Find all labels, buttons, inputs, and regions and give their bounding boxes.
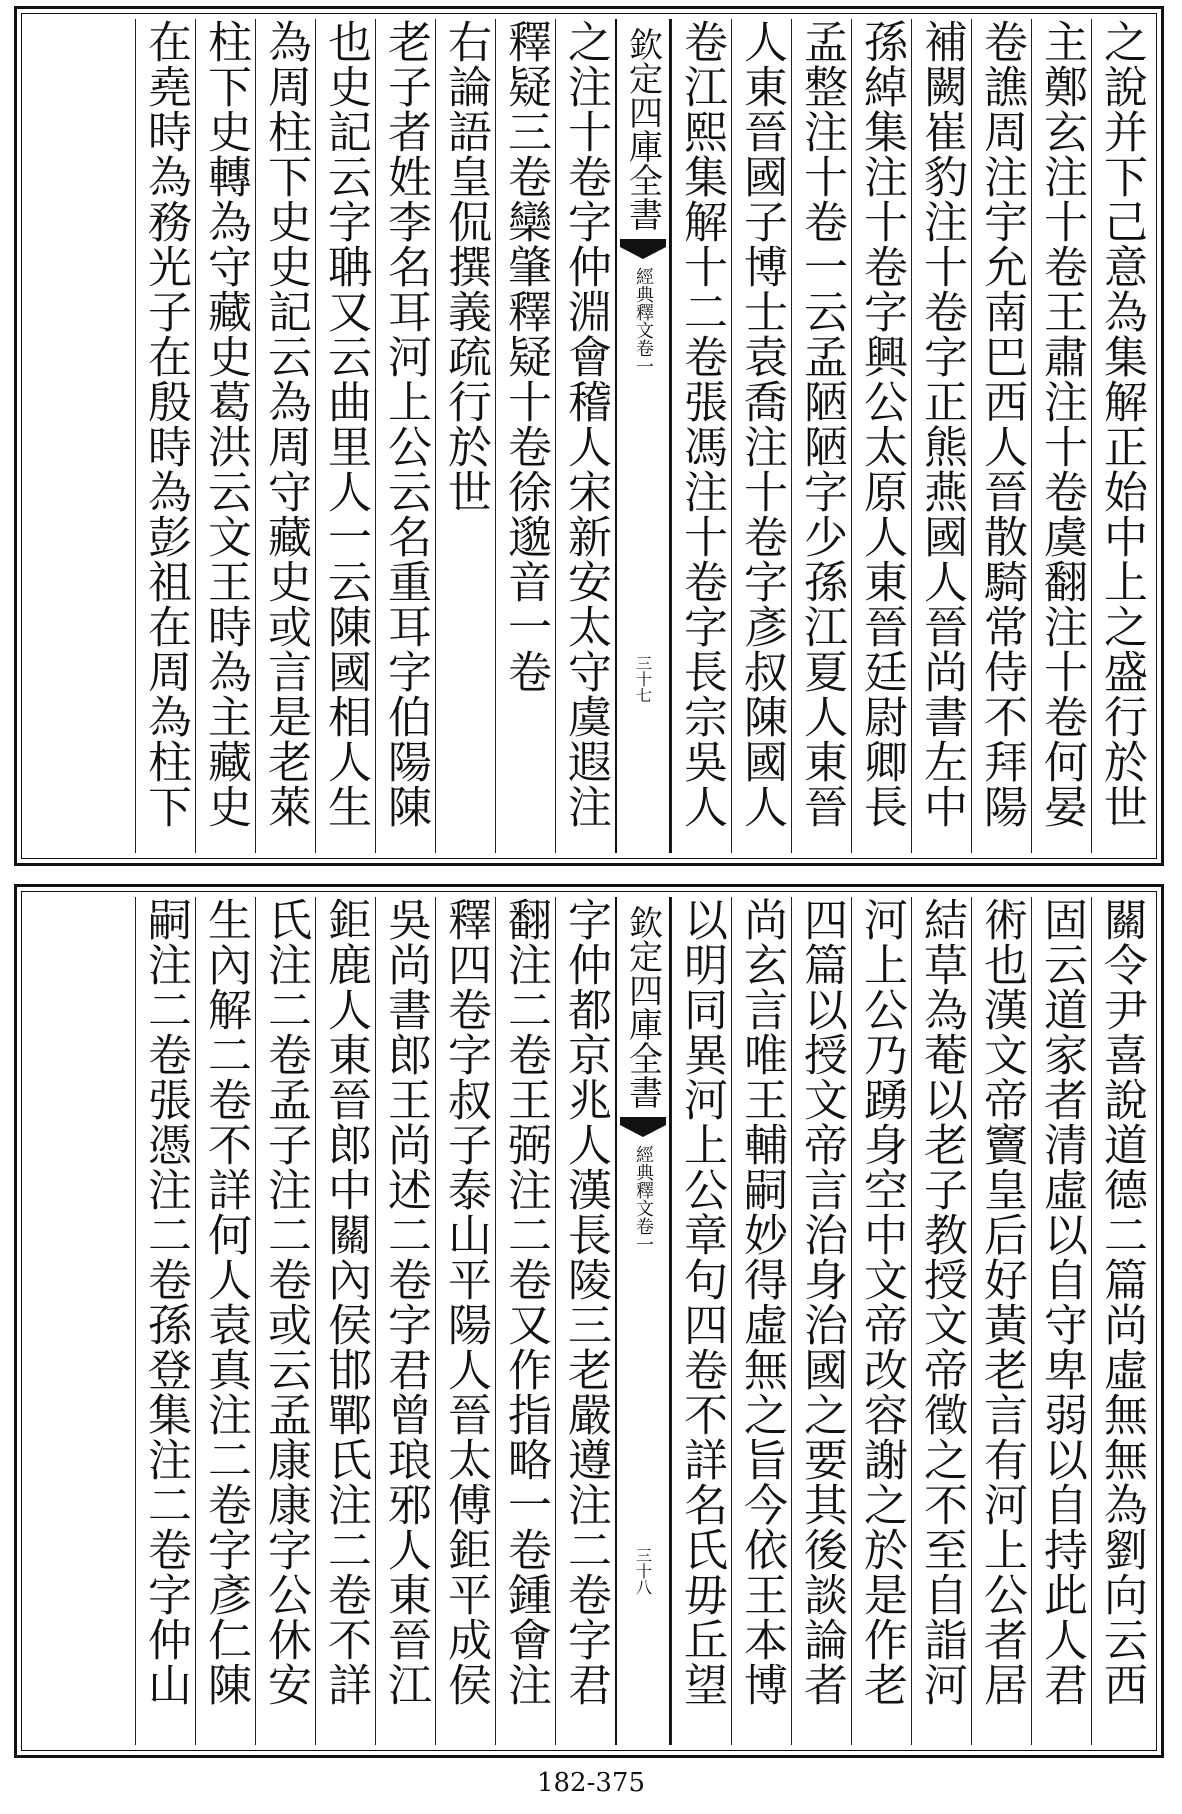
text-column: 釋疑三卷欒肇釋疑十卷徐邈音一卷 bbox=[495, 19, 555, 853]
text-column: 結草為菴以老子教授文帝徵之不至自詣河 bbox=[911, 897, 971, 1745]
text-column: 翻注二卷王弼注二卷又作指略一卷鍾會注 bbox=[495, 897, 555, 1745]
text-column: 之注十卷字仲淵會稽人宋新安太守虞遐注 bbox=[555, 19, 615, 853]
text-column: 在堯時為務光子在殷時為彭祖在周為柱下 bbox=[135, 19, 195, 853]
text-column: 柱下史轉為守藏史葛洪云文王時為主藏史 bbox=[195, 19, 255, 853]
top-columns bbox=[27, 19, 1151, 853]
top-page-panel bbox=[14, 6, 1164, 866]
text-column: 孫綽集注十卷字興公太原人東晉廷尉卿長 bbox=[851, 19, 911, 853]
text-column: 為周柱下史史記云為周守藏史或言是老萊 bbox=[255, 19, 315, 853]
text-column: 鉅鹿人東晉郎中關內侯邯鄲氏注二卷不詳 bbox=[315, 897, 375, 1745]
text-column: 關令尹喜說道德二篇尚虛無無為劉向云西 bbox=[1091, 897, 1151, 1745]
center-margin bbox=[615, 19, 671, 853]
fish-tail-icon bbox=[620, 239, 666, 261]
bottom-columns bbox=[27, 897, 1151, 1745]
text-column: 卷江熙集解十二卷張馮注十卷字長宗吳人 bbox=[671, 19, 731, 853]
juan-number: 卷一 bbox=[633, 1217, 654, 1253]
text-column: 補闕崔豹注十卷字正熊燕國人晉尚書左中 bbox=[911, 19, 971, 853]
text-column: 主鄭玄注十卷王肅注十卷虞翻注十卷何晏 bbox=[1031, 19, 1091, 853]
book-title: 欽定四庫全書 bbox=[622, 27, 663, 231]
text-column: 河上公乃踴身空中文帝改容謝之於是作老 bbox=[851, 897, 911, 1745]
text-column: 尚玄言唯王輔嗣妙得虛無之旨今依王本博 bbox=[731, 897, 791, 1745]
text-column: 固云道家者清虛以自守卑弱以自持此人君 bbox=[1031, 897, 1091, 1745]
text-column: 孟整注十卷一云孟陋陋字少孫江夏人東晉 bbox=[791, 19, 851, 853]
juan-number: 卷一 bbox=[633, 339, 654, 375]
text-column: 術也漢文帝竇皇后好黃老言有河上公者居 bbox=[971, 897, 1031, 1745]
text-column: 也史記云字聃又云曲里人一云陳國相人生 bbox=[315, 19, 375, 853]
text-column: 吳尚書郎王尚述二卷字君曾琅邪人東晉江 bbox=[375, 897, 435, 1745]
text-column: 四篇以授文帝言治身治國之要其後談論者 bbox=[791, 897, 851, 1745]
text-column: 氏注二卷孟子注二卷或云孟康康字公休安 bbox=[255, 897, 315, 1745]
volume-title: 經典釋文 bbox=[633, 1145, 654, 1217]
leaf-number: 三十七 bbox=[633, 655, 653, 703]
center-margin bbox=[615, 897, 671, 1745]
text-column: 嗣注二卷張憑注二卷孫登集注二卷字仲山 bbox=[135, 897, 195, 1745]
text-column: 之說并下己意為集解正始中上之盛行於世 bbox=[1091, 19, 1151, 853]
text-column: 以明同異河上公章句四卷不詳名氏毋丘望 bbox=[671, 897, 731, 1745]
text-column: 老子者姓李名耳河上公云名重耳字伯陽陳 bbox=[375, 19, 435, 853]
text-column: 生內解二卷不詳何人袁真注二卷字彥仁陳 bbox=[195, 897, 255, 1745]
bottom-page-panel bbox=[14, 884, 1164, 1758]
text-column: 字仲都京兆人漢長陵三老嚴遵注二卷字君 bbox=[555, 897, 615, 1745]
fish-tail-icon bbox=[620, 1117, 666, 1139]
text-column: 右論語皇侃撰義疏行於世 bbox=[435, 19, 495, 853]
page-number: 182-375 bbox=[536, 1768, 646, 1798]
text-column: 卷譙周注宇允南巴西人晉散騎常侍不拜陽 bbox=[971, 19, 1031, 853]
text-column: 人東晉國子博士袁喬注十卷字彥叔陳國人 bbox=[731, 19, 791, 853]
book-title: 欽定四庫全書 bbox=[622, 905, 663, 1109]
text-column: 釋四卷字叔子泰山平陽人晉太傅鉅平成侯 bbox=[435, 897, 495, 1745]
volume-title: 經典釋文 bbox=[633, 267, 654, 339]
leaf-number: 三十八 bbox=[633, 1547, 653, 1595]
